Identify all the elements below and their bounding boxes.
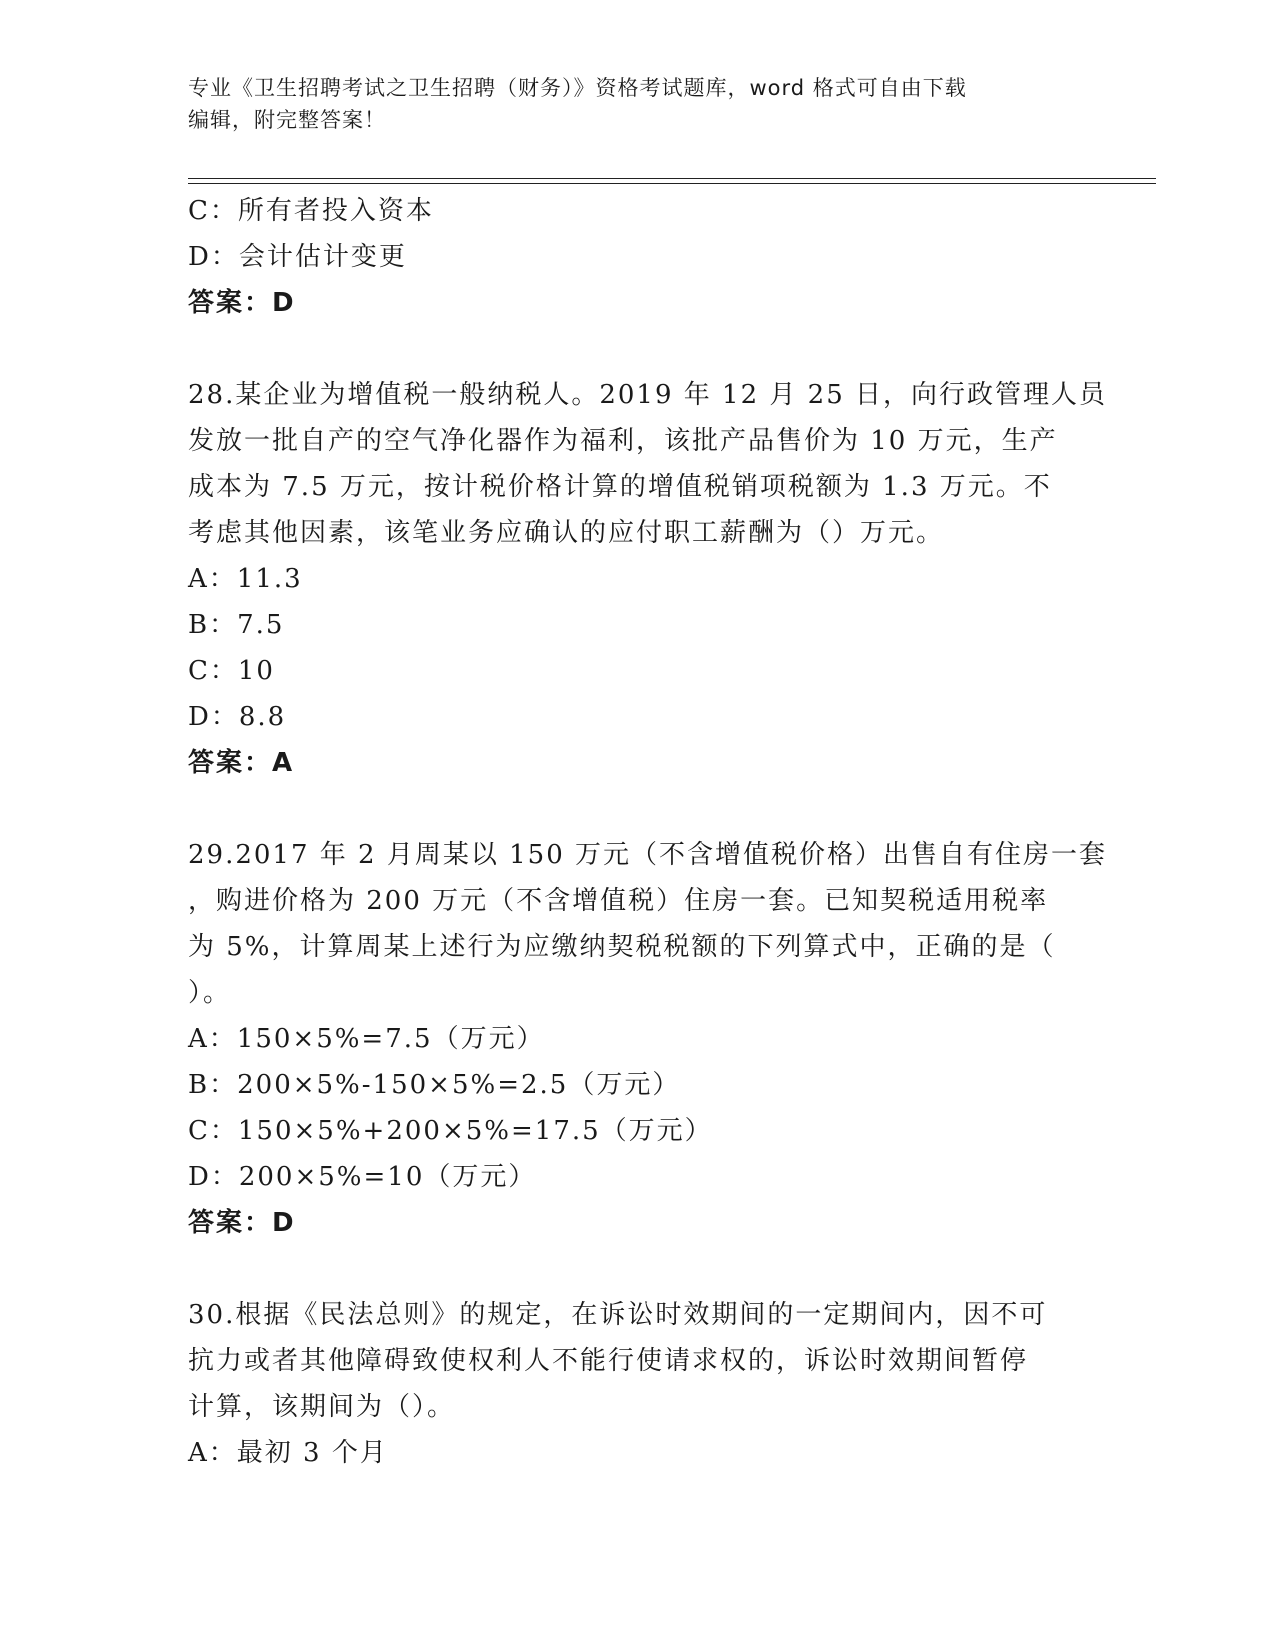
question-text-line: ，购进价格为 200 万元（不含增值税）住房一套。已知契税适用税率 <box>188 886 1049 916</box>
spacer <box>188 1246 1088 1292</box>
option-a: A：最初 3 个月 <box>188 1438 388 1468</box>
option-a: A：11.3 <box>188 564 303 594</box>
question-text-line: 29.2017 年 2 月周某以 150 万元（不含增值税价格）出售自有住房一套 <box>188 840 1108 870</box>
option-d: D：200×5%=10（万元） <box>188 1162 537 1192</box>
document-header <box>188 72 1088 136</box>
question-text-line: 30.根据《民法总则》的规定，在诉讼时效期间的一定期间内，因不可 <box>188 1300 1048 1330</box>
answer-label: 答案：A <box>188 748 295 778</box>
question-29 <box>188 832 1108 1246</box>
question-text-line: 考虑其他因素，该笔业务应确认的应付职工薪酬为（）万元。 <box>188 518 945 548</box>
question-27-tail <box>188 188 1088 326</box>
header-line-2: 编辑，附完整答案！ <box>188 108 386 132</box>
question-text-line: 为 5%，计算周某上述行为应缴纳契税税额的下列算式中，正确的是（ <box>188 932 1056 962</box>
option-c: C：所有者投入资本 <box>188 196 434 226</box>
option-c: C：10 <box>188 656 275 686</box>
question-text-line: 28.某企业为增值税一般纳税人。2019 年 12 月 25 日，向行政管理人员 <box>188 380 1108 410</box>
question-text-line: 发放一批自产的空气净化器作为福利，该批产品售价为 10 万元，生产 <box>188 426 1058 456</box>
answer-label: 答案：D <box>188 288 296 318</box>
option-b: B：7.5 <box>188 610 285 640</box>
question-text-line: 计算，该期间为（）。 <box>188 1392 456 1422</box>
question-28 <box>188 372 1108 786</box>
answer-label: 答案：D <box>188 1208 296 1238</box>
question-text-line: 成本为 7.5 万元，按计税价格计算的增值税销项税额为 1.3 万元。不 <box>188 472 1052 502</box>
question-30 <box>188 1292 1088 1476</box>
option-c: C：150×5%+200×5%=17.5（万元） <box>188 1116 713 1146</box>
option-d: D：8.8 <box>188 702 287 732</box>
option-b: B：200×5%-150×5%=2.5（万元） <box>188 1070 681 1100</box>
question-text-line: ）。 <box>188 978 232 1008</box>
question-content <box>188 188 1108 1476</box>
spacer <box>188 326 1088 372</box>
option-d: D：会计估计变更 <box>188 242 407 272</box>
header-line-1: 专业《卫生招聘考试之卫生招聘（财务）》资格考试题库，word 格式可自由下载 <box>188 76 967 100</box>
option-a: A：150×5%=7.5（万元） <box>188 1024 545 1054</box>
header-divider-top <box>188 178 1156 179</box>
spacer <box>188 786 1088 832</box>
question-text-line: 抗力或者其他障碍致使权利人不能行使请求权的，诉讼时效期间暂停 <box>188 1346 1029 1376</box>
header-divider-bottom <box>188 183 1156 184</box>
